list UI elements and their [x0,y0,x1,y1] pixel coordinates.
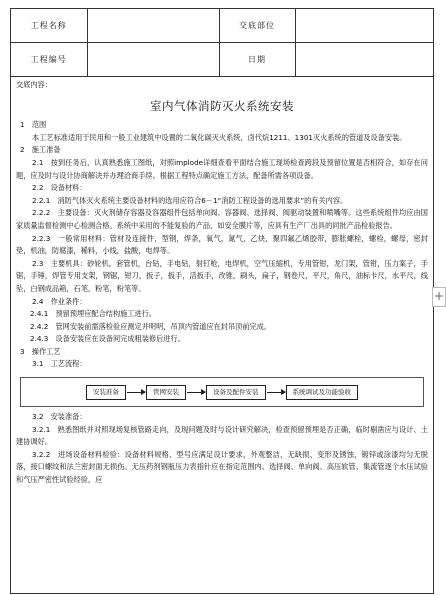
project-number-value[interactable] [87,43,219,77]
handover-part-label: 交底部位 [219,9,295,43]
project-name-value[interactable] [87,9,219,43]
paragraph: 2.4 作业条件： [32,296,87,306]
flow-arrow-icon [127,392,145,393]
project-name-label: 工程名称 [11,9,87,43]
process-flow-chart [20,377,424,407]
paragraph: 本工艺标准适用于民用和一般工业建筑中设置的二氧化碳灭火系统，卤代烷1211、1301灭火系统的管道及设备安装。 [32,132,407,142]
paragraph: 2.2.2 主要设备：灭火剂储存容器及容器组件包括单向阀、容器阀、选择阀、阀驱动装置和喷嘴等。这些系统组件均应由国家质量监督检测中心检测合格。系统中采用的不能复验的产品，如安全膜片等，应具有生产厂出具的同批产品检验报告。 [16,208,428,230]
date-label: 日期 [219,43,295,77]
date-value[interactable] [295,43,433,77]
paragraph: 2.2.1 消防气体灭火系统主要设备材料的选用应符合6－1“消防工程设备的选用要求”的有关内容。 [32,195,348,205]
disclosure-content [11,77,433,487]
paragraph: 2.2.3 一般常用材料：管材及连接件，型钢，焊条，氧气，氮气，乙炔，聚四氟乙烯胶带，膨胀螺栓，螺栓，螺母，密封垫，机油，防腐漆，稀料，小线，盐酸，电焊等。 [16,233,428,256]
handover-part-value[interactable] [295,9,433,43]
flow-step: 系统调试及功能验收 [286,385,359,400]
paragraph: 2.4.1 预留预埋应配合结构施工进行。 [30,309,157,319]
paragraph: 2.4.3 设备安装应在设备间完成粗装修后进行。 [30,334,185,344]
flow-step: 安装准备 [86,385,126,400]
paragraph: 2.4.2 管网安装前需落检验应测定并明明，吊顶内管道应在封吊顶前完成。 [30,321,272,331]
disclosure-sheet [10,8,434,594]
content-lines [16,119,428,371]
document-title: 室内气体消防灭火系统安装 [150,98,294,113]
expand-plus-icon[interactable]: + [432,287,446,307]
paragraph: 3.2.1 熟悉图纸并对照现场复核管路走向，及现问题及时与设计研究解决，检查预留预埋是否正确，临时剔凿应与设计、土建协调好。 [16,424,428,447]
project-number-label: 工程编号 [11,43,87,77]
flow-step: 管网安装 [146,385,186,400]
disclosure-label: 交底内容： [16,80,52,89]
flow-step: 设备及配件安装 [206,385,266,400]
flow-arrow-icon [187,392,205,393]
paragraph: 3.2.2 进场设备材料检验：设备材料规格、型号应满足设计要求，外观整洁，无缺损、变形及锈蚀，镀锌或涂漆均匀无脱落，接口螺纹和法兰密封面无损伤。无压药剂钢瓶压力表指针应在指定范围内。选择阀、单向阀、高压软管、集流管逐个水压试验和气压严密性试验经验，应 [16,449,428,485]
flow-arrow-icon [267,392,285,393]
paragraph: 3.2 安装准备： [32,412,87,422]
content-lines-after [16,411,428,487]
paragraph: 3.1 工艺流程： [32,359,87,369]
paragraph: 1 范围 [20,120,47,130]
paragraph: 2.3 主要机具：砂轮机，套管机，台钻，手电钻，射钉枪，电焊机，空气压缩机，专用管钳，龙门架，管钳，压力案子，手锯，手锤，焊管专用支架，钢锯，钳刀，扳子，扳手，活扳手，改锥，刷头，扁子，钢卷尺，平尺，角尺，油标卡尺，水平尺，线坠，白钢成品箱，石笔，粉笔，粉笔等。 [16,258,428,293]
paragraph: 2 施工准备 [20,145,61,155]
paragraph: 3 操作工艺 [20,346,61,356]
paragraph: 2.1 按到任务后，认真熟悉施工图纸，对照implode详细查看平面结合施工现场检查跨段及预留位置是否相符合，如存在问题，应及时与设计协商解决并办理洽商手续。根据工程特点确定施工方法，配备所需各项设备。 [16,157,428,180]
paragraph: 2.2 设备材料： [32,183,87,193]
header-table [11,9,433,77]
